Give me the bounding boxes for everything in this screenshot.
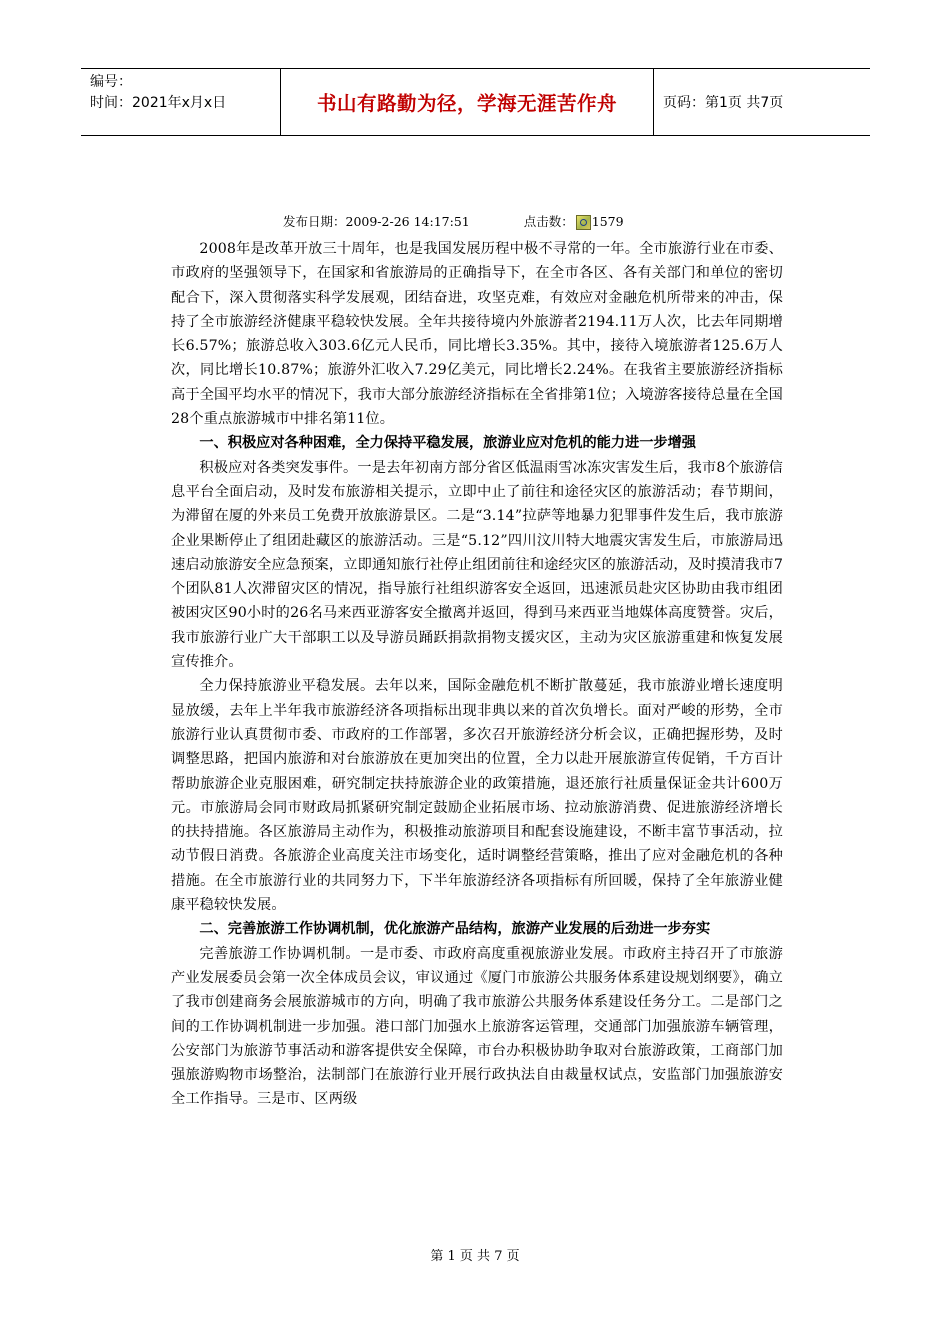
document-number-label: 编号： (90, 74, 132, 90)
header-info-cell (81, 69, 280, 135)
document-header (81, 68, 870, 136)
header-motto-cell (280, 69, 654, 135)
hit-counter-icon (576, 215, 591, 230)
header-page-info: 页码：第1页 共7页 (663, 95, 784, 111)
header-page-cell (654, 69, 870, 135)
views-count: 1579 (591, 214, 624, 229)
section-heading-1: 一、积极应对各种困难，全力保持平稳发展，旅游业应对危机的能力进一步增强 (199, 435, 696, 452)
section2-paragraph-1: 完善旅游工作协调机制。一是市委、市政府高度重视旅游业发展。市政府主持召开了市旅游产业发展委员会第一次全体成员会议，审议通过《厦门市旅游公共服务体系建设规划纲要》，确立了我市创建商务会展旅游城市的方向，明确了我市旅游公共服务体系建设任务分工。二是部门之间的工作协调机制进一步加强。港口部门加强水上旅游客运管理，交通部门加强旅游车辆管理，公安部门为旅游节事活动和游客提供安全保障，市台办积极协助争取对台旅游政策，工商部门加强旅游购物市场整治，法制部门在旅游行业开展行政执法自由裁量权试点，安监部门加强旅游安全工作指导。三是市、区两级 (171, 945, 783, 1108)
article-body (171, 237, 783, 1112)
section1-paragraph-1: 积极应对各类突发事件。一是去年初南方部分省区低温雨雪冰冻灾害发生后，我市8个旅游信息平台全面启动，及时发布旅游相关提示，立即中止了前往和途径灾区的旅游活动；春节期间，为滞留在厦的外来员工免费开放旅游景区。二是“3.14”拉萨等地暴力犯罪事件发生后，我市旅游企业果断停止了组团赴藏区的旅游活动。三是“5.12”四川汶川特大地震灾害发生后，市旅游局迅速启动旅游安全应急预案，立即通知旅行社停止组团前往和途经灾区的旅游活动，及时摸清我市7个团队81人次滞留灾区的情况，指导旅行社组织游客安全返回，迅速派员赴灾区协助由我市组团被困灾区90小时的26名马来西亚游客安全撤离并返回，得到马来西亚当地媒体高度赞誉。灾后，我市旅游行业广大干部职工以及导游员踊跃捐款捐物支援灾区，主动为灾区旅游重建和恢复发展宣传推介。 (171, 459, 783, 671)
section-heading-2: 二、完善旅游工作协调机制，优化旅游产品结构，旅游产业发展的后劲进一步夯实 (199, 921, 711, 938)
page-footer: 第 1 页 共 7 页 (430, 1249, 520, 1264)
article-meta (283, 211, 624, 233)
views-label: 点击数： (523, 214, 574, 229)
document-date-label: 时间：2021年x月x日 (90, 95, 227, 111)
section1-paragraph-2: 全力保持旅游业平稳发展。去年以来，国际金融危机不断扩散蔓延，我市旅游业增长速度明显放缓，去年上半年我市旅游经济各项指标出现非典以来的首次负增长。面对严峻的形势，全市旅游行业认真贯彻市委、市政府的工作部署，多次召开旅游经济分析会议，正确把握形势，及时调整思路，把国内旅游和对台旅游放在更加突出的位置，全力以赴开展旅游宣传促销，千方百计帮助旅游企业克服困难，研究制定扶持旅游企业的政策措施，退还旅行社质量保证金共计600万元。市旅游局会同市财政局抓紧研究制定鼓励企业拓展市场、拉动旅游消费、促进旅游经济增长的扶持措施。各区旅游局主动作为，积极推动旅游项目和配套设施建设，不断丰富节事活动，拉动节假日消费。各旅游企业高度关注市场变化，适时调整经营策略，推出了应对金融危机的各种措施。在全市旅游行业的共同努力下，下半年旅游经济各项指标有所回暖，保持了全年旅游业健康平稳较快发展。 (171, 678, 783, 914)
intro-paragraph: 2008年是改革开放三十周年，也是我国发展历程中极不寻常的一年。全市旅游行业在市委、市政府的坚强领导下，在国家和省旅游局的正确指导下，在全市各区、各有关部门和单位的密切配合下，深入贯彻落实科学发展观，团结奋进，攻坚克难，有效应对金融危机所带来的冲击，保持了全市旅游经济健康平稳较快发展。全年共接待境内外旅游者2194.11万人次，比去年同期增长6.57%；旅游总收入303.6亿元人民币，同比增长3.35%。其中，接待入境旅游者125.6万人次，同比增长10.87%；旅游外汇收入7.29亿美元，同比增长2.24%。在我省主要旅游经济指标高于全国平均水平的情况下，我市大部分旅游经济指标在全省排第1位；入境游客接待总量在全国28个重点旅游城市中排名第11位。 (171, 241, 783, 428)
publish-date: 发布日期：2009-2-26 14:17:51 (283, 214, 470, 229)
header-motto: 书山有路勤为径，学海无涯苦作舟 (316, 92, 617, 115)
